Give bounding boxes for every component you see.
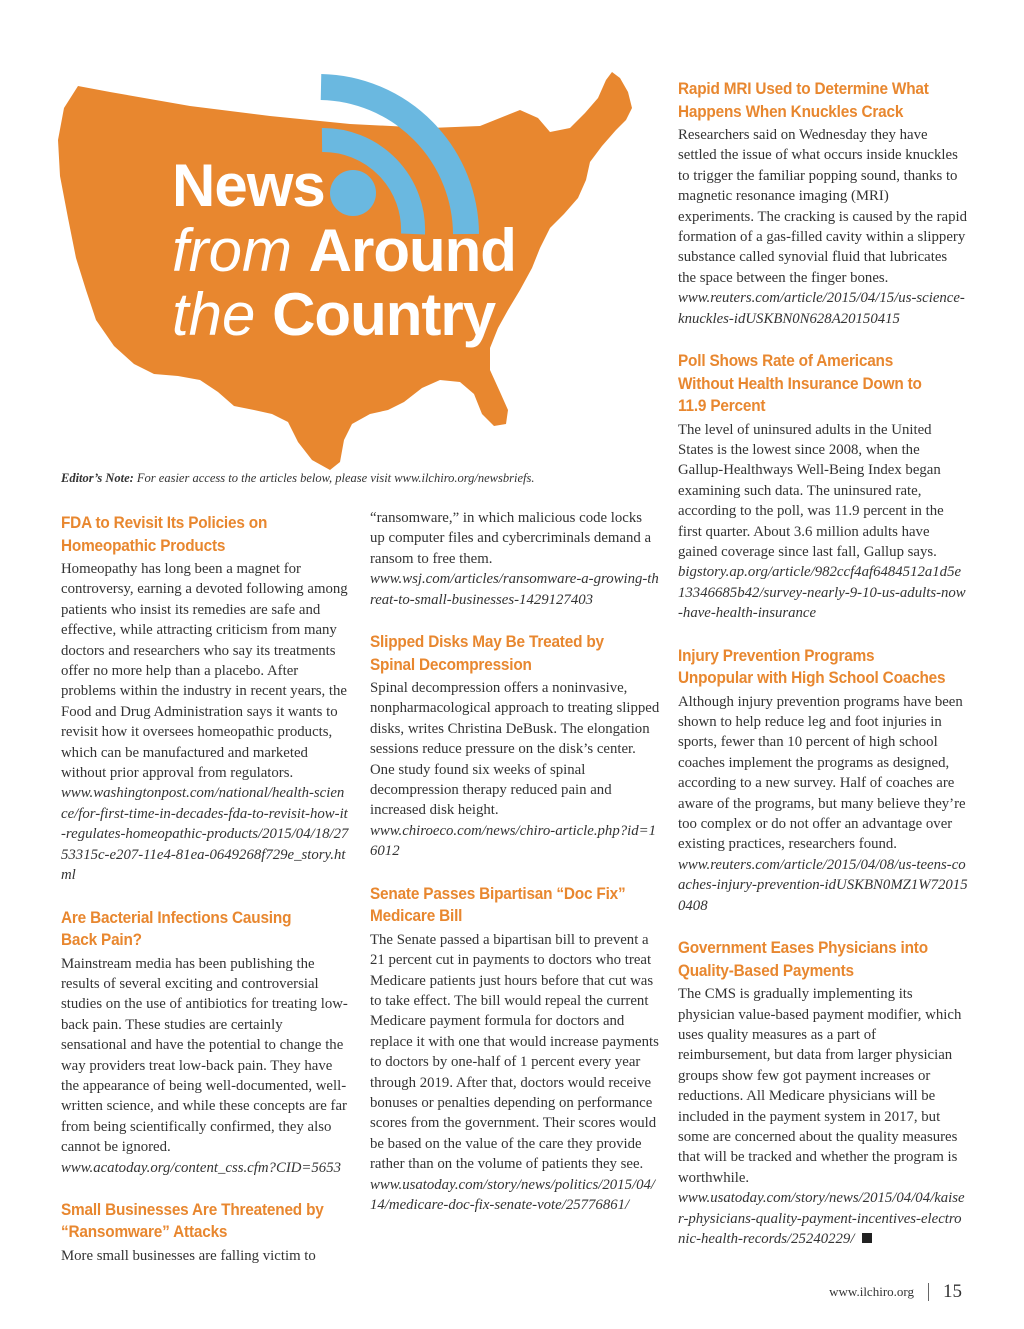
article-heading: Slipped Disks May Be Treated by Spinal Decompression xyxy=(370,633,604,674)
article-body: Homeopathy has long been a magnet for controversy, earning a devoted following among patients who insist its remedies are safe and effective, while attracting criticism from many doctors and researchers who say its treatments offer no more help than a placebo. After problems within the industry in recent years, the Food and Drug Administration says it wants to revisit how it oversees homeopathic products, which can be manufactured and marketed without prior approval from regulators. xyxy=(61,561,348,782)
article-body: “ransomware,” in which malicious code locks up computer files and cybercriminals demand a ransom to free them. xyxy=(370,510,652,567)
article-quality-payments xyxy=(678,937,968,1249)
article-url-link[interactable]: www.chiroeco.com/news/chiro-article.php?id=16012 xyxy=(370,822,657,860)
title-around: Around xyxy=(308,217,516,284)
article-doc-fix xyxy=(370,883,660,1216)
article-body: Although injury prevention programs have been shown to help reduce leg and foot injuries in sports, fewer than 10 percent of high school coaches implement the programs as designed, according to a new survey. Half of coaches are aware of the programs, but many believe they’re too complex or do not offer an advantage over existing practices, researchers found. xyxy=(678,693,966,853)
article-url-link[interactable]: www.reuters.com/article/2015/04/08/us-teens-coaches-injury-prevention-idUSKBN0MZ1W720150408 xyxy=(678,856,968,914)
editors-note-text: For easier access to the articles below, please visit www.ilchiro.org/newsbriefs. xyxy=(136,471,535,485)
article-url-link[interactable]: www.wsj.com/articles/ransomware-a-growing-threat-to-small-businesses-1429127403 xyxy=(370,571,659,608)
article-knuckles-mri xyxy=(678,78,968,329)
column-middle xyxy=(370,508,660,1236)
title-news: News xyxy=(172,152,325,219)
article-heading: Government Eases Physicians into Quality-Based Payments xyxy=(678,939,928,980)
article-spinal-decompression xyxy=(370,631,660,862)
article-heading: Injury Prevention Programs Unpopular with High School Coaches xyxy=(678,646,946,688)
column-right xyxy=(678,78,968,1270)
editors-note-label: Editor’s Note: xyxy=(61,471,134,485)
article-url-link[interactable]: www.reuters.com/article/2015/04/15/us-science-knuckles-idUSKBN0N628A20150415 xyxy=(678,290,965,327)
footer-website-link[interactable]: www.ilchiro.org xyxy=(829,1284,914,1299)
article-ransomware-continued xyxy=(370,508,660,610)
title-the: the xyxy=(172,281,256,348)
article-body: Mainstream media has been publishing the results of several exciting and controversial studies on the use of antibiotics for treating low-back pain. These studies are certainly sensational and have the potential to change the way providers treat low-back pain. They have the appearance of being well-documented, well-written science, and while these concepts are far from being scientifically confirmed, they also cannot be ignored. xyxy=(61,955,348,1156)
article-body: The Senate passed a bipartisan bill to prevent a 21 percent cut in payments to doctors who treat Medicare patients just hours before that cut was to take effect. The bill would repeal the current Medicare payment formula for doctors and replace it with one that would increase payments to doctors by one-half of 1 percent every year through 2019. After that, doctors would receive bonuses or penalties depending on performance scores from the government. Their scores would be based on the value of the care they provide rather than on the volume of patients they see. xyxy=(370,931,659,1173)
article-ransomware xyxy=(61,1199,349,1266)
article-body: The CMS is gradually implementing its physician value-based payment modifier, which uses quality measures as a part of reimbursement, but data from larger physician groups show few got payment increases or reductions. All Medicare physicians will be included in the payment system in 2017, but some are concerned about the quality measures that will be tracked and whether the program is worthwhile. xyxy=(678,986,962,1186)
column-left xyxy=(61,512,349,1287)
title-country: Country xyxy=(272,281,496,348)
article-url-container xyxy=(678,1188,968,1249)
editors-note xyxy=(61,471,681,486)
article-heading: Poll Shows Rate of Americans Without Health Insurance Down to 11.9 Percent xyxy=(678,352,922,416)
article-heading: Small Businesses Are Threatened by “Ransomware” Attacks xyxy=(61,1200,324,1242)
article-url-link[interactable]: www.washingtonpost.com/national/health-science/for-first-time-in-decades-fda-to-revisit-how-it-regulates-homeopathic-products/2015/04/18/2753315c-e207-11e4-81ea-0649268f729e_story.html xyxy=(61,785,349,884)
article-heading: Senate Passes Bipartisan “Doc Fix” Medicare Bill xyxy=(370,884,626,926)
article-bacterial-infections xyxy=(61,907,349,1178)
article-body: Spinal decompression offers a noninvasive, nonpharmacological approach to treating slipped disks, writes Christina DeBusk. The elongation sessions reduce pressure on the disk’s center. One study found six weeks of spinal decompression therapy reduced pain and increased disk height. xyxy=(370,680,660,819)
article-url-link[interactable]: www.usatoday.com/story/news/2015/04/04/kaiser-physicians-quality-payment-incentives-electronic-health-records/25240229/ xyxy=(678,1190,965,1247)
article-body: More small businesses are falling victim to xyxy=(61,1247,316,1264)
article-url-link[interactable]: www.usatoday.com/story/news/politics/2015/04/14/medicare-doc-fix-senate-vote/25776861/ xyxy=(370,1176,655,1213)
page-title xyxy=(172,152,516,348)
end-mark-icon xyxy=(862,1233,872,1243)
article-heading: Rapid MRI Used to Determine What Happens When Knuckles Crack xyxy=(678,80,929,121)
page-number: 15 xyxy=(943,1281,962,1302)
article-url-link[interactable]: www.acatoday.org/content_css.cfm?CID=5653 xyxy=(61,1159,342,1176)
article-body: The level of uninsured adults in the United States is the lowest since 2008, when the Gallup-Healthways Well-Being Index began examining such data. The uninsured rate, according to the poll, was 11.9 percent in the first quarter. About 3.6 million adults have gained coverage since last fall, Gallup says. xyxy=(678,421,944,560)
article-uninsured-poll xyxy=(678,350,968,624)
article-fda-homeopathy xyxy=(61,512,349,886)
page-footer xyxy=(829,1281,962,1303)
article-heading: FDA to Revisit Its Policies on Homeopathic Products xyxy=(61,514,268,555)
article-body: Researchers said on Wednesday they have settled the issue of what occurs inside knuckles to trigger the familiar popping sound, thanks to magnetic resonance imaging (MRI) experiments. The cracking is caused by the rapid formation of a gas-filled cavity within a slippery substance called synovial fluid that lubricates the space between the finger bones. xyxy=(678,127,967,286)
article-url-link[interactable]: bigstory.ap.org/article/982ccf4af6484512a1d5e13346685b42/survey-nearly-9-10-us-adults-now-have-health-insurance xyxy=(678,564,966,622)
article-heading: Are Bacterial Infections Causing Back Pain? xyxy=(61,908,292,949)
title-from: from xyxy=(172,217,292,284)
article-injury-prevention xyxy=(678,645,968,916)
footer-divider xyxy=(928,1283,929,1301)
hero-graphic xyxy=(50,58,650,478)
